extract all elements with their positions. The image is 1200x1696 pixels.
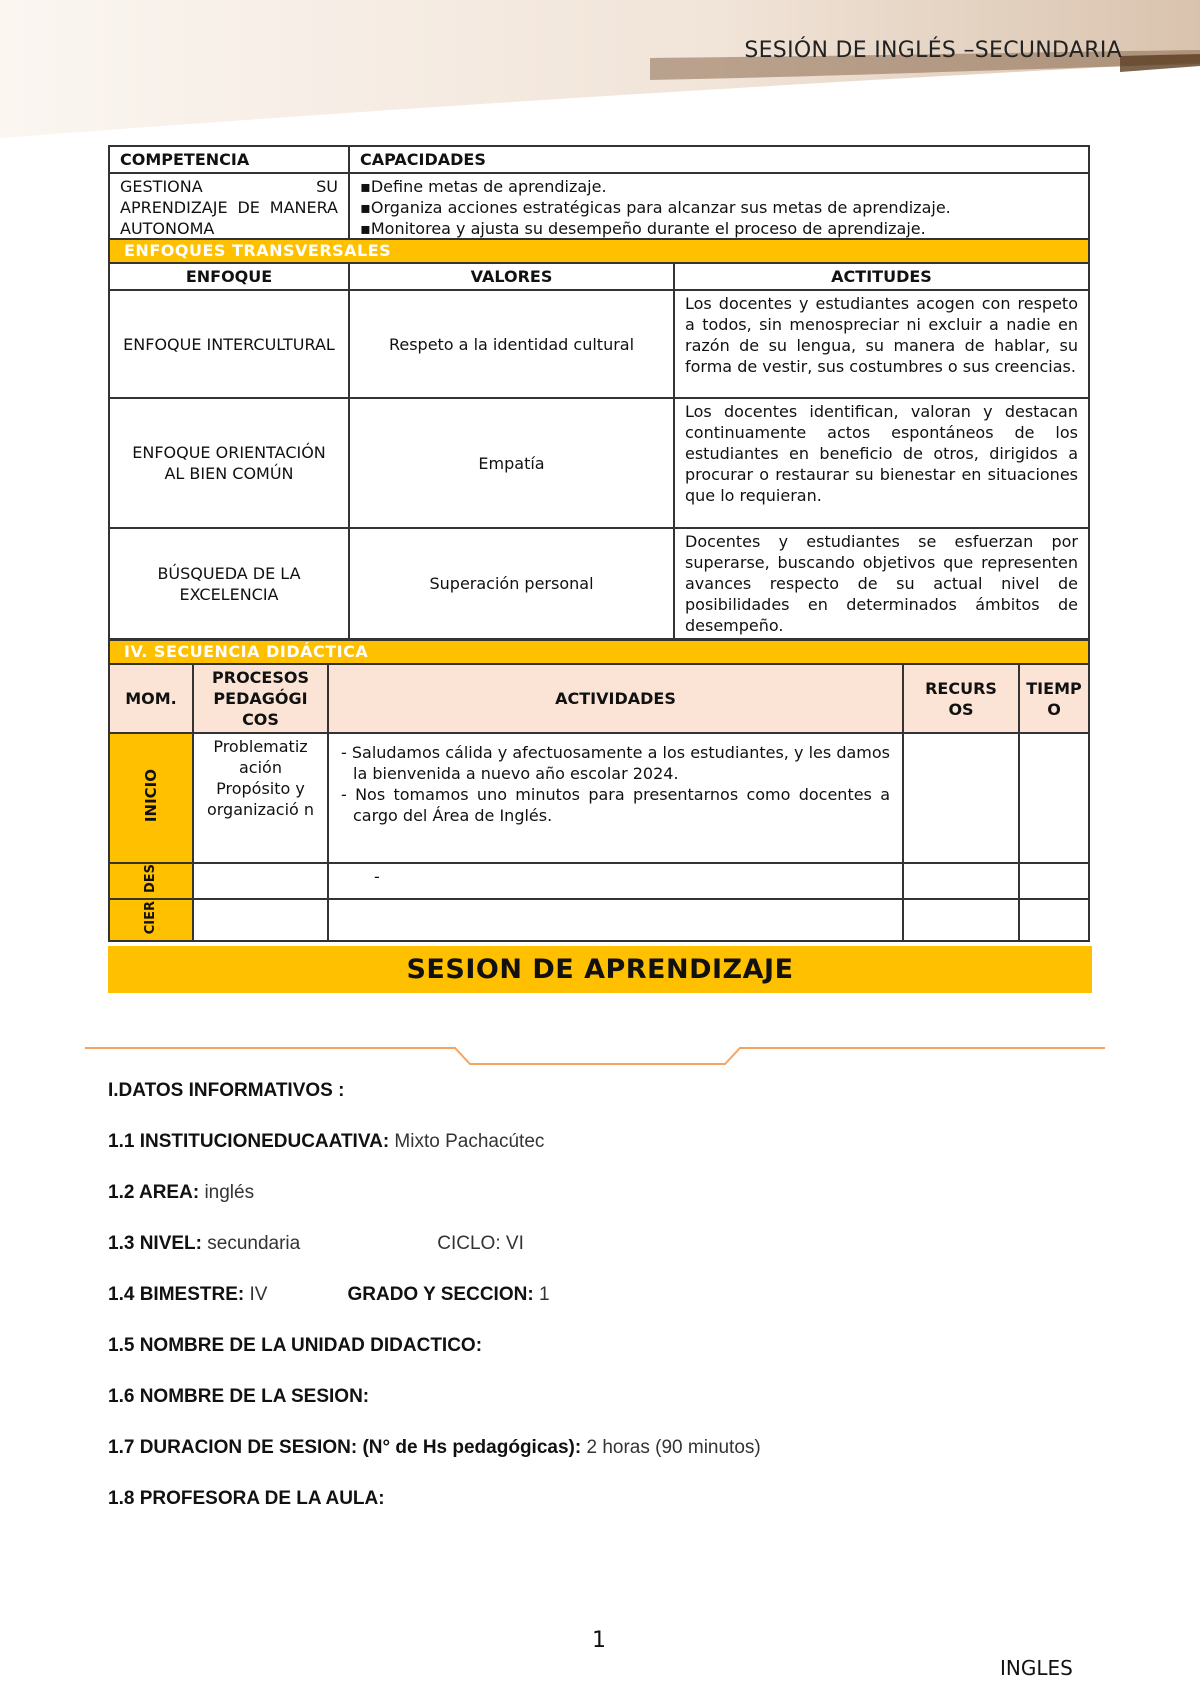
bimestre-label: 1.4 BIMESTRE: bbox=[108, 1284, 245, 1305]
footer-text: INGLES bbox=[1000, 1656, 1073, 1680]
secuencia-band: IV. SECUENCIA DIDÁCTICA bbox=[109, 640, 1089, 664]
inicio-tiempo bbox=[1019, 733, 1089, 863]
capacidad-item: ▪Monitorea y ajusta su desempeño durante el proceso de aprendizaje. bbox=[360, 219, 926, 238]
desarrollo-recursos bbox=[903, 863, 1019, 899]
actitud-cell: Docentes y estudiantes se esfuerzan por superarse, buscando objetivos que representen avances respecto de su actual nivel de posibilidades en determinados ámbitos de desempeño. bbox=[674, 528, 1089, 639]
actividad-item: - Saludamos cálida y afectuosamente a los estudiantes, y les damos la bienvenida a nuevo año escolar 2024. bbox=[341, 743, 890, 783]
enfoques-table bbox=[108, 238, 1090, 640]
competencia-table bbox=[108, 145, 1090, 243]
duracion-sub: (N° de Hs pedagógicas): bbox=[362, 1437, 582, 1458]
capacidad-item: ▪Define metas de aprendizaje. bbox=[360, 177, 607, 196]
header-title: SESIÓN DE INGLÉS –SECUNDARIA bbox=[744, 38, 1122, 63]
grado-label: GRADO Y SECCION: bbox=[347, 1284, 534, 1305]
section-divider bbox=[85, 1040, 1115, 1070]
sesion-title: SESION DE APRENDIZAJE bbox=[108, 946, 1092, 993]
mom-header: MOM. bbox=[109, 664, 193, 733]
profesora-label: 1.8 PROFESORA DE LA AULA: bbox=[108, 1488, 385, 1509]
duracion-label: 1.7 DURACION DE SESION: bbox=[108, 1437, 358, 1458]
valor-cell: Respeto a la identidad cultural bbox=[349, 290, 674, 398]
desarrollo-actividad: - bbox=[328, 863, 903, 899]
desarrollo-procesos bbox=[193, 863, 328, 899]
capacidad-item: ▪Organiza acciones estratégicas para alcanzar sus metas de aprendizaje. bbox=[360, 198, 951, 217]
competencia-text: GESTIONA SU APRENDIZAJE DE MANERA AUTONOMA bbox=[109, 173, 349, 242]
cierre-tiempo bbox=[1019, 899, 1089, 941]
cierre-label: CIER bbox=[143, 900, 158, 935]
actitud-cell: Los docentes y estudiantes acogen con respeto a todos, sin menospreciar ni excluir a nadie en razón de su lengua, su manera de hablar, su forma de vestir, sus costumbres o sus creencias. bbox=[674, 290, 1089, 398]
procesos-header: PROCESOS PEDAGÓGI COS bbox=[193, 664, 328, 733]
enfoque-col-header: ENFOQUE bbox=[109, 263, 349, 290]
ciclo-value: CICLO: VI bbox=[437, 1233, 524, 1254]
inicio-cell bbox=[109, 733, 193, 863]
enfoques-band: ENFOQUES TRANSVERSALES bbox=[109, 239, 1089, 263]
desarrollo-cell bbox=[109, 863, 193, 899]
header-decoration bbox=[0, 0, 1200, 140]
area-value: inglés bbox=[204, 1182, 255, 1203]
area-label: 1.2 AREA: bbox=[108, 1182, 200, 1203]
recursos-header: RECURS OS bbox=[903, 664, 1019, 733]
nivel-label: 1.3 NIVEL: bbox=[108, 1233, 202, 1254]
valor-cell: Superación personal bbox=[349, 528, 674, 639]
actitudes-col-header: ACTITUDES bbox=[674, 263, 1089, 290]
actividad-item: - Nos tomamos uno minutos para presentarnos como docentes a cargo del Área de Inglés. bbox=[341, 785, 890, 825]
inicio-label: INICIO bbox=[141, 768, 160, 823]
desarrollo-label: DES bbox=[143, 864, 158, 894]
sesion-label: 1.6 NOMBRE DE LA SESION: bbox=[108, 1386, 370, 1407]
datos-heading: I.DATOS INFORMATIVOS : bbox=[108, 1080, 345, 1101]
datos-informativos bbox=[108, 1080, 761, 1539]
enfoque-cell: ENFOQUE ORIENTACIÓN AL BIEN COMÚN bbox=[109, 398, 349, 528]
desarrollo-tiempo bbox=[1019, 863, 1089, 899]
table-row bbox=[109, 528, 1089, 639]
actitud-cell: Los docentes identifican, valoran y destacan continuamente actos espontáneos de los estudiantes en beneficio de otros, dirigidos a procurar o restaurar su bienestar en situaciones que lo requieran. bbox=[674, 398, 1089, 528]
cierre-cell bbox=[109, 899, 193, 941]
valor-cell: Empatía bbox=[349, 398, 674, 528]
valores-col-header: VALORES bbox=[349, 263, 674, 290]
table-row bbox=[109, 398, 1089, 528]
cierre-procesos bbox=[193, 899, 328, 941]
capacidades-list bbox=[349, 173, 1089, 242]
secuencia-table bbox=[108, 639, 1090, 942]
bimestre-value: IV bbox=[249, 1284, 268, 1305]
page-number: 1 bbox=[592, 1628, 606, 1653]
actividades-header: ACTIVIDADES bbox=[328, 664, 903, 733]
inicio-actividades bbox=[328, 733, 903, 863]
enfoque-cell: ENFOQUE INTERCULTURAL bbox=[109, 290, 349, 398]
table-row bbox=[109, 899, 1089, 941]
table-row bbox=[109, 290, 1089, 398]
capacidades-header: CAPACIDADES bbox=[349, 146, 1089, 173]
tiempo-header: TIEMP O bbox=[1019, 664, 1089, 733]
competencia-header: COMPETENCIA bbox=[109, 146, 349, 173]
nivel-value: secundaria bbox=[207, 1233, 301, 1254]
inicio-procesos: Problematiz ación Propósito y organizació n bbox=[193, 733, 328, 863]
unidad-label: 1.5 NOMBRE DE LA UNIDAD DIDACTICO: bbox=[108, 1335, 483, 1356]
table-row bbox=[109, 863, 1089, 899]
cierre-recursos bbox=[903, 899, 1019, 941]
institucion-label: 1.1 INSTITUCIONEDUCAATIVA: bbox=[108, 1131, 390, 1152]
cierre-actividad bbox=[328, 899, 903, 941]
inicio-recursos bbox=[903, 733, 1019, 863]
enfoque-cell: BÚSQUEDA DE LA EXCELENCIA bbox=[109, 528, 349, 639]
institucion-value: Mixto Pachacútec bbox=[394, 1131, 545, 1152]
grado-value: 1 bbox=[538, 1284, 550, 1305]
duracion-value: 2 horas (90 minutos) bbox=[586, 1437, 761, 1458]
table-row bbox=[109, 733, 1089, 863]
